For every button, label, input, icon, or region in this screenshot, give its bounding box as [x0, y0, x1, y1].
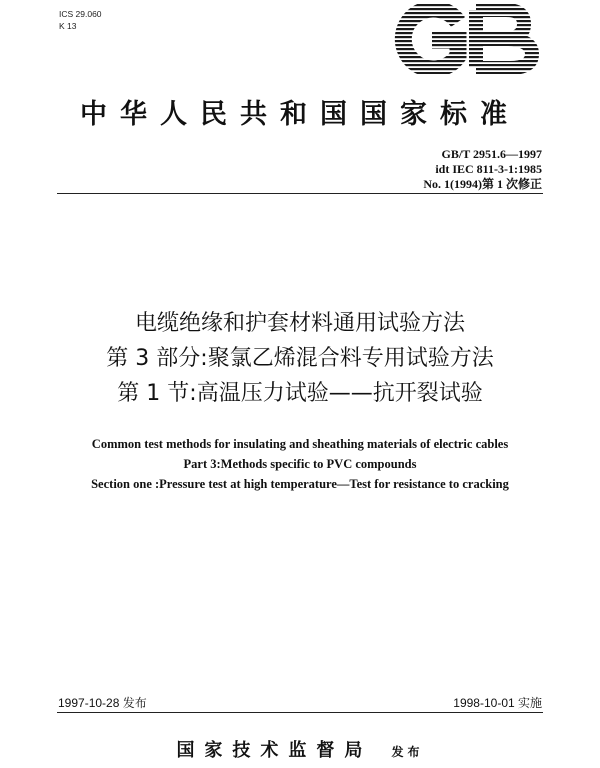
implementation-date: 1998-10-01 实施 [453, 696, 542, 710]
publisher-line [0, 736, 600, 762]
standard-title: 中华人民共和国国家标准 [80, 99, 520, 130]
english-title-line-1: Common test methods for insulating and sheathing materials of electric cables [91, 437, 509, 451]
english-title-line-3: Section one :Pressure test at high temperature—Test for resistance to cracking [91, 477, 509, 491]
classification-codes [59, 8, 102, 32]
top-divider [57, 193, 543, 194]
chinese-title-line-2: 第 3 部分:聚氯乙烯混合料专用试验方法 [106, 346, 494, 371]
issue-date: 1997-10-28 发布 [58, 696, 147, 710]
english-title [0, 434, 600, 494]
chinese-title [0, 306, 600, 411]
amendment-note: No. 1(1994)第 1 次修正 [423, 177, 542, 191]
standard-numbers [423, 147, 542, 192]
chinese-title-line-3: 第 1 节:高温压力试验——抗开裂试验 [117, 381, 483, 406]
chinese-title-line-1: 电缆绝缘和护套材料通用试验方法 [134, 311, 465, 336]
english-title-line-2: Part 3:Methods specific to PVC compounds [183, 457, 417, 471]
publisher-action: 发布 [391, 745, 424, 759]
publisher-org: 国家技术监督局 [176, 740, 373, 761]
ccs-code: K 13 [59, 21, 77, 31]
standard-code: GB/T 2951.6—1997 [441, 147, 542, 161]
bottom-divider [57, 712, 543, 713]
idt-reference: idt IEC 811-3-1:1985 [435, 162, 542, 176]
ics-code: ICS 29.060 [59, 9, 102, 19]
gb-logo-icon [386, 4, 544, 74]
